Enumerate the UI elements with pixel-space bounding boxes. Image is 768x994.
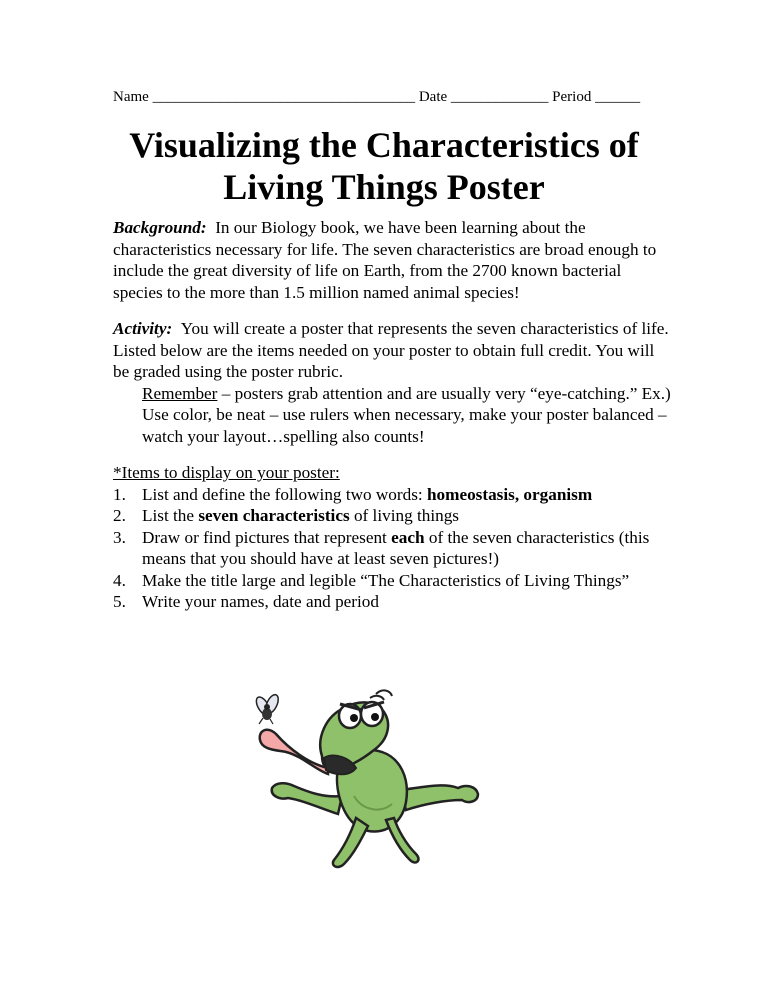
list-item-text: List and define the following two words: <box>142 484 427 504</box>
list-item-number: 1. <box>113 484 126 504</box>
list-item-bold: each <box>391 527 425 547</box>
list-item-number: 2. <box>113 506 126 525</box>
list-item-bold: homeostasis, organism <box>426 484 593 504</box>
activity-paragraph <box>113 318 673 447</box>
date-blank[interactable]: _____________ <box>450 89 549 105</box>
date-label: Date <box>418 89 448 105</box>
list-item-text-after: of the seven characteristics (this means that you should have at least seven pictures!) <box>142 527 650 568</box>
list-item-text-after: of living things <box>349 506 459 525</box>
title-line-2: Living Things Poster <box>223 167 545 207</box>
title-line-1: Visualizing the Characteristics of <box>129 125 639 165</box>
background-paragraph <box>113 217 673 303</box>
items-section <box>113 462 673 613</box>
list-item-text: Write your names, date and period <box>142 592 379 611</box>
frog-front-leg-right <box>386 818 418 862</box>
list-item-number: 4. <box>113 570 126 590</box>
items-heading: *Items to display on your poster: <box>113 463 340 482</box>
name-blank[interactable]: ___________________________________ <box>152 89 416 105</box>
list-item-bold: seven characteristics <box>198 506 350 525</box>
list-item-number: 3. <box>113 527 126 547</box>
list-item-text: List the <box>142 506 199 525</box>
frog-left-leg <box>272 783 342 814</box>
frog-right-leg <box>400 785 478 810</box>
frog-tongue <box>260 730 328 774</box>
activity-label: Activity: <box>113 319 173 338</box>
header-fields <box>113 89 640 106</box>
list-item-text: Draw or find pictures that represent <box>142 527 392 547</box>
list-item <box>113 570 673 592</box>
list-item-text: Make the title large and legible “The Characteristics of Living Things” <box>142 570 630 590</box>
items-list <box>113 484 673 613</box>
frog-illustration <box>250 678 490 878</box>
background-text: In our Biology book, we have been learning about the characteristics necessary for life. The seven characteristics are broad enough to include the great diversity of life on Earth, from the 2700 known bacterial species to the more than 1.5 million named animal species! <box>113 218 657 302</box>
page-title <box>0 124 768 208</box>
frog-front-leg-left <box>333 818 368 867</box>
list-item <box>113 527 673 570</box>
activity-text: You will create a poster that represents the seven characteristics of life. Listed below are the items needed on your poster to obtain full credit. You will be graded using the poster rubric. <box>113 319 669 381</box>
list-item <box>113 505 673 527</box>
remember-text: – posters grab attention and are usually very “eye-catching.” Ex.) Use color, be neat – use rulers when necessary, make your poster balanced – watch your layout…spelling also counts! <box>142 383 671 446</box>
background-label: Background: <box>113 218 207 237</box>
fly-icon <box>254 693 281 724</box>
period-label: Period <box>552 89 592 105</box>
period-blank[interactable]: ______ <box>595 89 641 105</box>
list-item-number: 5. <box>113 592 126 611</box>
name-label: Name <box>113 89 149 105</box>
remember-note <box>113 383 673 448</box>
list-item <box>113 484 673 506</box>
remember-label: Remember <box>142 383 218 403</box>
list-item <box>113 591 673 613</box>
